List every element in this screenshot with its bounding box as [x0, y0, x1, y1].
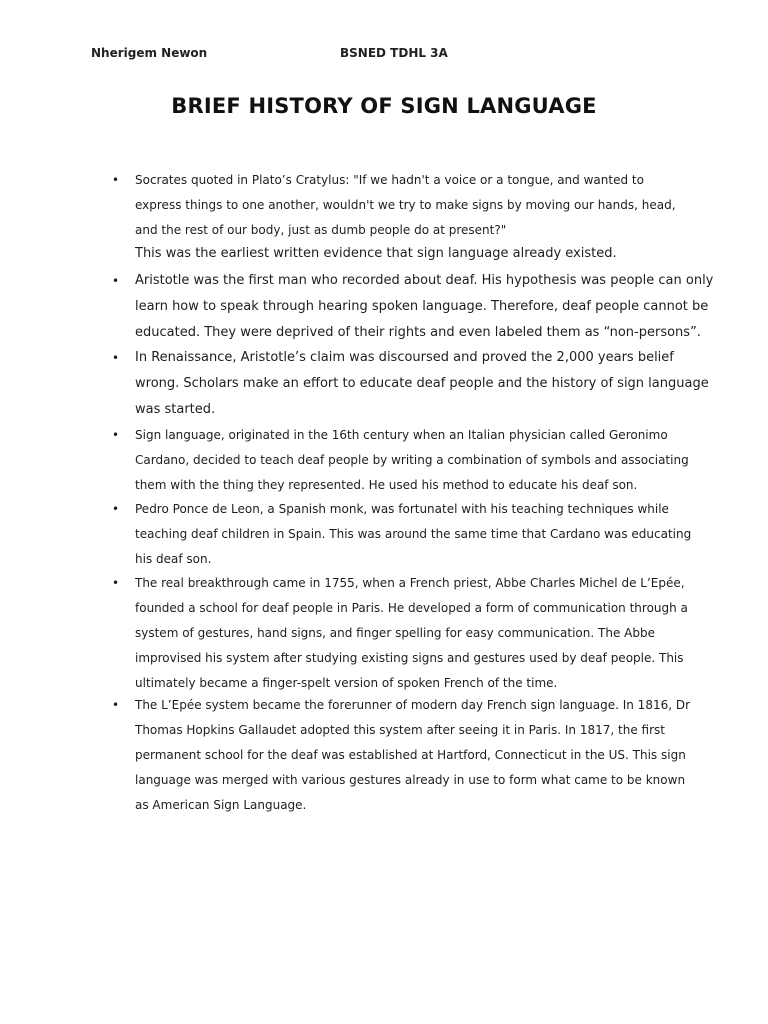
item-line: teaching deaf children in Spain. This was around the same time that Cardano was educating: [135, 527, 692, 541]
list-item: [112, 168, 680, 265]
list-item: [112, 693, 691, 818]
list-item: [112, 423, 689, 498]
item-line: Pedro Ponce de Leon, a Spanish monk, was fortunatel with his teaching techniques while: [135, 502, 669, 516]
item-line: learn how to speak through hearing spoken language. Therefore, deaf people cannot be: [135, 299, 709, 314]
item-line: Thomas Hopkins Gallaudet adopted this system after seeing it in Paris. In 1817, the first: [135, 723, 665, 737]
bullet-icon: •: [112, 502, 120, 516]
list-item: [112, 345, 709, 423]
item-line: Aristotle was the first man who recorded about deaf. His hypothesis was people can only: [135, 273, 714, 288]
item-line: and the rest of our body, just as dumb people do at present?": [135, 223, 507, 237]
item-line: The real breakthrough came in 1755, when a French priest, Abbe Charles Michel de L’Epée,: [135, 576, 685, 590]
bullet-icon: •: [112, 274, 120, 288]
item-line: express things to one another, wouldn't we try to make signs by moving our hands, head,: [135, 198, 676, 212]
item-line: wrong. Scholars make an effort to educate deaf people and the history of sign language: [135, 376, 709, 391]
bullet-icon: •: [112, 576, 120, 590]
list-item: [112, 268, 714, 346]
item-line: was started.: [135, 402, 216, 417]
item-line: ultimately became a finger-spelt version of spoken French of the time.: [135, 676, 558, 690]
item-line: founded a school for deaf people in Paris. He developed a form of communication through a: [135, 601, 688, 615]
item-line: his deaf son.: [135, 552, 212, 566]
item-line: Sign language, originated in the 16th century when an Italian physician called Geronimo: [135, 428, 668, 442]
item-line: system of gestures, hand signs, and finger spelling for easy communication. The Abbe: [135, 626, 655, 640]
item-line: language was merged with various gestures already in use to form what came to be known: [135, 773, 686, 787]
item-line: In Renaissance, Aristotle’s claim was discoursed and proved the 2,000 years belief: [135, 350, 674, 365]
item-note: This was the earliest written evidence that sign language already existed.: [135, 246, 617, 261]
bullet-icon: •: [112, 351, 120, 365]
item-line: Cardano, decided to teach deaf people by writing a combination of symbols and associating: [135, 453, 689, 467]
list-item: [112, 571, 688, 696]
item-line: them with the thing they represented. He used his method to educate his deaf son.: [135, 478, 638, 492]
item-line: improvised his system after studying existing signs and gestures used by deaf people. This: [135, 651, 684, 665]
bullet-icon: •: [112, 428, 120, 442]
class-section: BSNED TDHL 3A: [340, 46, 448, 60]
bullet-icon: •: [112, 173, 120, 187]
item-line: The L’Epée system became the forerunner of modern day French sign language. In 1816, Dr: [135, 698, 691, 712]
list-item: [112, 497, 692, 572]
author-name: Nherigem Newon: [91, 46, 208, 60]
item-line: as American Sign Language.: [135, 798, 307, 812]
item-line: Socrates quoted in Plato’s Cratylus: "If we hadn't a voice or a tongue, and wanted to: [135, 173, 644, 187]
page-title: BRIEF HISTORY OF SIGN LANGUAGE: [171, 94, 597, 118]
item-line: permanent school for the deaf was established at Hartford, Connecticut in the US. This sign: [135, 748, 686, 762]
bullet-icon: •: [112, 698, 120, 712]
item-line: educated. They were deprived of their rights and even labeled them as “non-persons”.: [135, 325, 701, 340]
